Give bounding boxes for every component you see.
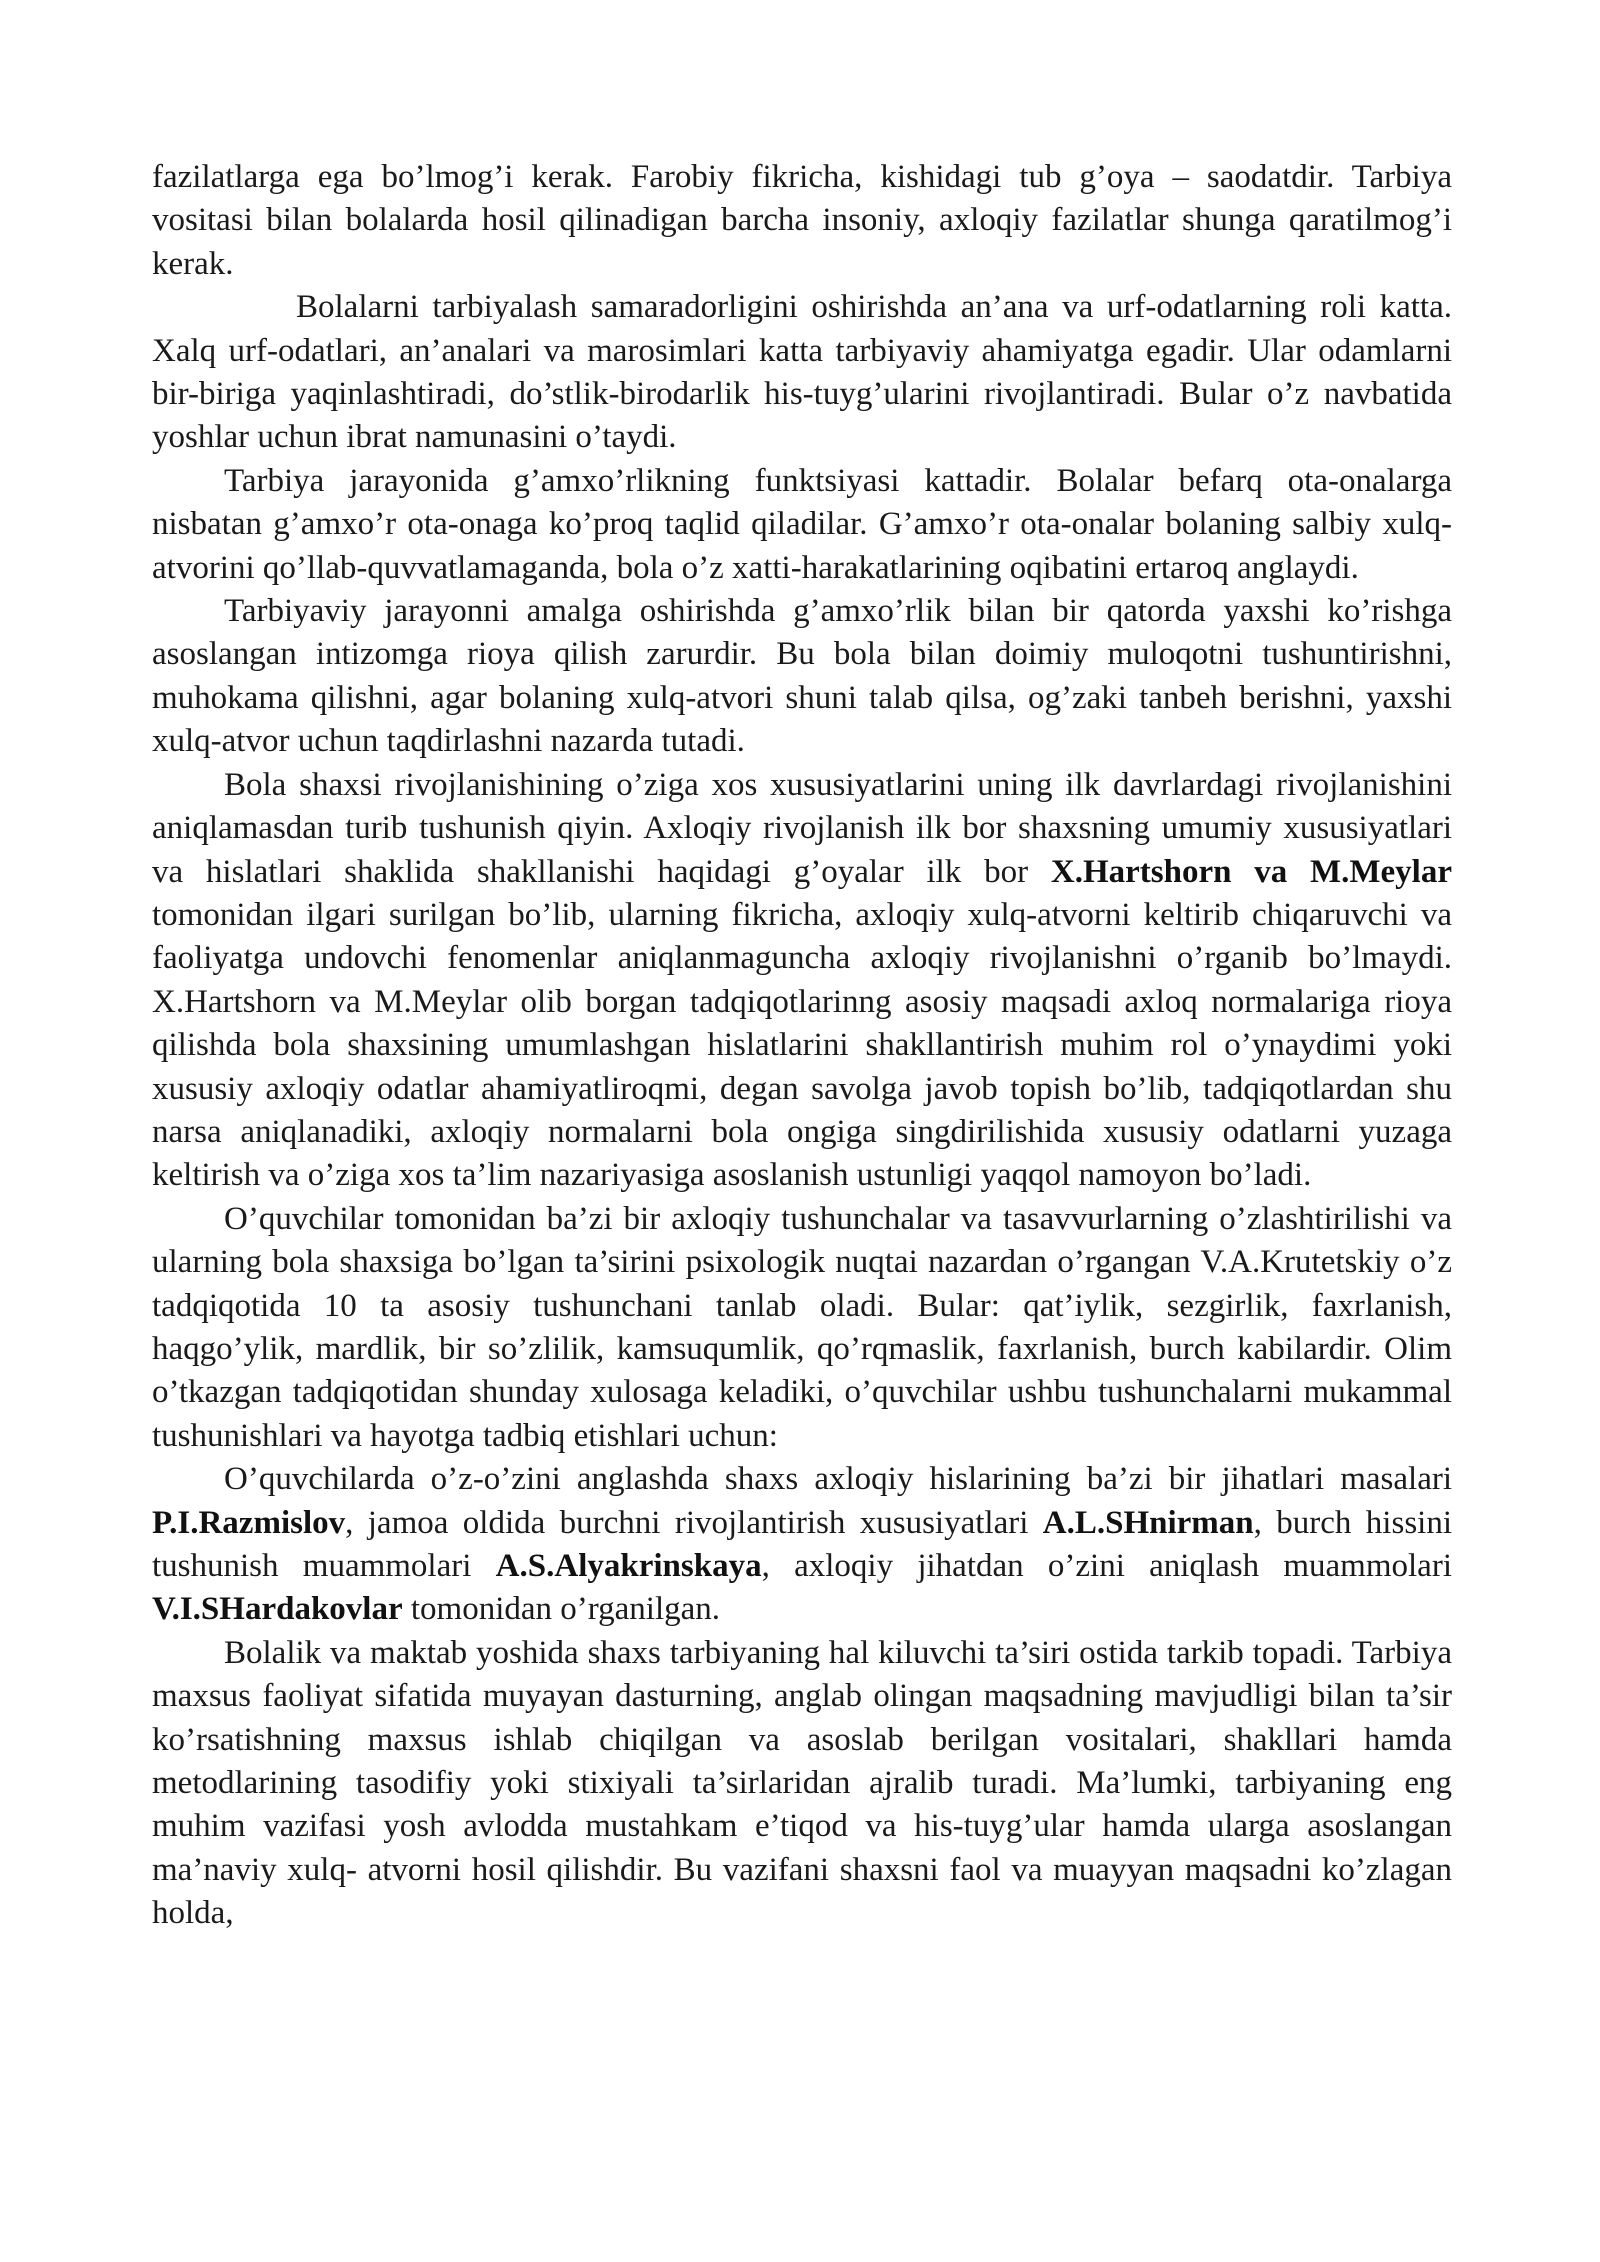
paragraph (152, 286, 1452, 460)
paragraph-text: tomonidan ilgari surilgan bo’lib, ularning fikricha, axloqiy xulq-atvorni keltirib chiqaruvchi va faoliyatga undovchi fenomenlar aniqlanmaguncha axloqiy rivojlanishni o’rganib bo’lmaydi. X.Hartshorn va M.Meylar olib borgan tadqiqotlarinng asosiy maqsadi axloq normalariga rioya qilishda bola shaxsining umumlashgan hislatlarini shakllantirish muhim rol o’ynaydimi yoki xususiy axloqiy odatlar ahamiyatliroqmi, degan savolga javob topish bo’lib, tadqiqotlardan shu narsa aniqlanadiki, axloqiy normalarni bola ongiga singdirilishida xususiy odatlarni yuzaga keltirish va o’ziga xos ta’lim nazariyasiga asoslanish ustunligi yaqqol namoyon bo’ladi. (152, 896, 1452, 1194)
paragraph (152, 764, 1452, 1198)
paragraph (152, 460, 1452, 590)
paragraph-text: Tarbiyaviy jarayonni amalga oshirishda g’amxo’rlik bilan bir qatorda yaxshi ko’rishga asoslangan intizomga rioya qilish zarurdir. Bu bola bilan doimiy muloqotni tushuntirishni, muhokama qilishni, agar bolaning xulq-atvori shuni talab qilsa, og’zaki tanbeh berishni, yaxshi xulq-atvor uchun taqdirlashni nazarda tutadi. (152, 593, 1452, 760)
paragraph-text: O’quvchilar tomonidan ba’zi bir axloqiy tushunchalar va tasavvurlarning o’zlashtirilishi va ularning bola shaxsiga bo’lgan ta’sirini psixologik nuqtai nazardan o’rgangan V.A.Krutetskiy o’z tadqiqotida 10 ta asosiy tushunchani tanlab oladi. Bular: qat’iylik, sezgirlik, faxrlanish, haqgo’ylik, mardlik, bir so’zlilik, kamsuqumlik, qo’rqmaslik, faxrlanish, burch kabilardir. Olim o’tkazgan tadqiqotidan shunday xulosaga keladiki, o’quvchilar ushbu tushunchalarni mukammal tushunishlari va hayotga tadbiq etishlari uchun: (152, 1200, 1452, 1454)
paragraph-text: Bolalarni tarbiyalash samaradorligini oshirishda an’ana va urf-odatlarning roli katta. Xalq urf-odatlari, an’analari va marosimlari katta tarbiyaviy ahamiyatga egadir. Ular odamlarni bir-biriga yaqinlashtiradi, do’stlik-birodarlik his-tuyg’ularini rivojlantiradi. Bular o’z navbatida yoshlar uchun ibrat namunasini o’taydi. (152, 289, 1452, 456)
document-page (152, 156, 1452, 1936)
paragraph (152, 156, 1452, 286)
paragraph-text: , axloqiy jihatdan o’zini aniqlash muammolari (761, 1548, 1452, 1584)
paragraph (152, 1632, 1452, 1936)
author-name: V.I.SHardakovlar (152, 1591, 403, 1628)
paragraph-text: , burch hissini tushunish muammolari (152, 1504, 1452, 1584)
paragraph-text: Bolalik va maktab yoshida shaxs tarbiyaning hal kiluvchi ta’siri ostida tarkib topadi. Tarbiya maxsus faoliyat sifatida muyayan dasturning, anglab olingan maqsadning mavjudligi bilan ta’sir ko’rsatishning maxsus ishlab chiqilgan va asoslab berilgan vositalari, shakllari hamda metodlarining tasodifiy yoki stixiyali ta’sirlaridan ajralib turadi. Ma’lumki, tarbiyaning eng muhim vazifasi yosh avlodda mustahkam e’tiqod va his-tuyg’ular hamda ularga asoslangan ma’naviy xulq- atvorni hosil qilishdir. Bu vazifani shaxsni faol va muayyan maqsadni ko’zlagan holda, (152, 1634, 1452, 1932)
paragraph-text: fazilatlarga ega bo’lmog’i kerak. Farobiy fikricha, kishidagi tub g’oya – saodatdir. Tarbiya vositasi bilan bolalarda hosil qilinadigan barcha insoniy, axloqiy fazilatlar shunga qaratilmog’i kerak. (152, 159, 1452, 282)
paragraph-text: O’quvchilarda o’z-o’zini anglashda shaxs axloqiy hislarining ba’zi bir jihatlari masalari (224, 1461, 1452, 1498)
author-name: A.L.SHnirman (1042, 1504, 1254, 1541)
paragraph-text: Tarbiya jarayonida g’amxo’rlikning funktsiyasi kattadir. Bolalar befarq ota-onalarga nisbatan g’amxo’r ota-onaga ko’proq taqlid qiladilar. G’amxo’r ota-onalar bolaning salbiy xulq-atvorini qo’llab-quvvatlamaganda, bola o’z xatti-harakatlarining oqibatini ertaroq anglaydi. (152, 462, 1452, 586)
paragraph (152, 590, 1452, 764)
author-name: P.I.Razmislov (152, 1504, 346, 1541)
paragraph-text: tomonidan o’rganilgan. (402, 1591, 721, 1628)
paragraph-text: Bola shaxsi rivojlanishining o’ziga xos xususiyatlarini uning ilk davrlardagi rivojlanishini aniqlamasdan turib tushunish qiyin. Axloqiy rivojlanish ilk bor shaxsning umumiy xususiyatlari va hislatlari shaklida shakllanishi haqidagi g’oyalar ilk bor (152, 766, 1452, 890)
author-name: A.S.Alyakrinskaya (495, 1548, 762, 1584)
paragraph-text: , jamoa oldida burchni rivojlantirish xususiyatlari (345, 1504, 1043, 1541)
paragraph (152, 1198, 1452, 1458)
author-name: X.Hartshorn va M.Meylar (1050, 853, 1453, 890)
paragraph (152, 1458, 1452, 1632)
